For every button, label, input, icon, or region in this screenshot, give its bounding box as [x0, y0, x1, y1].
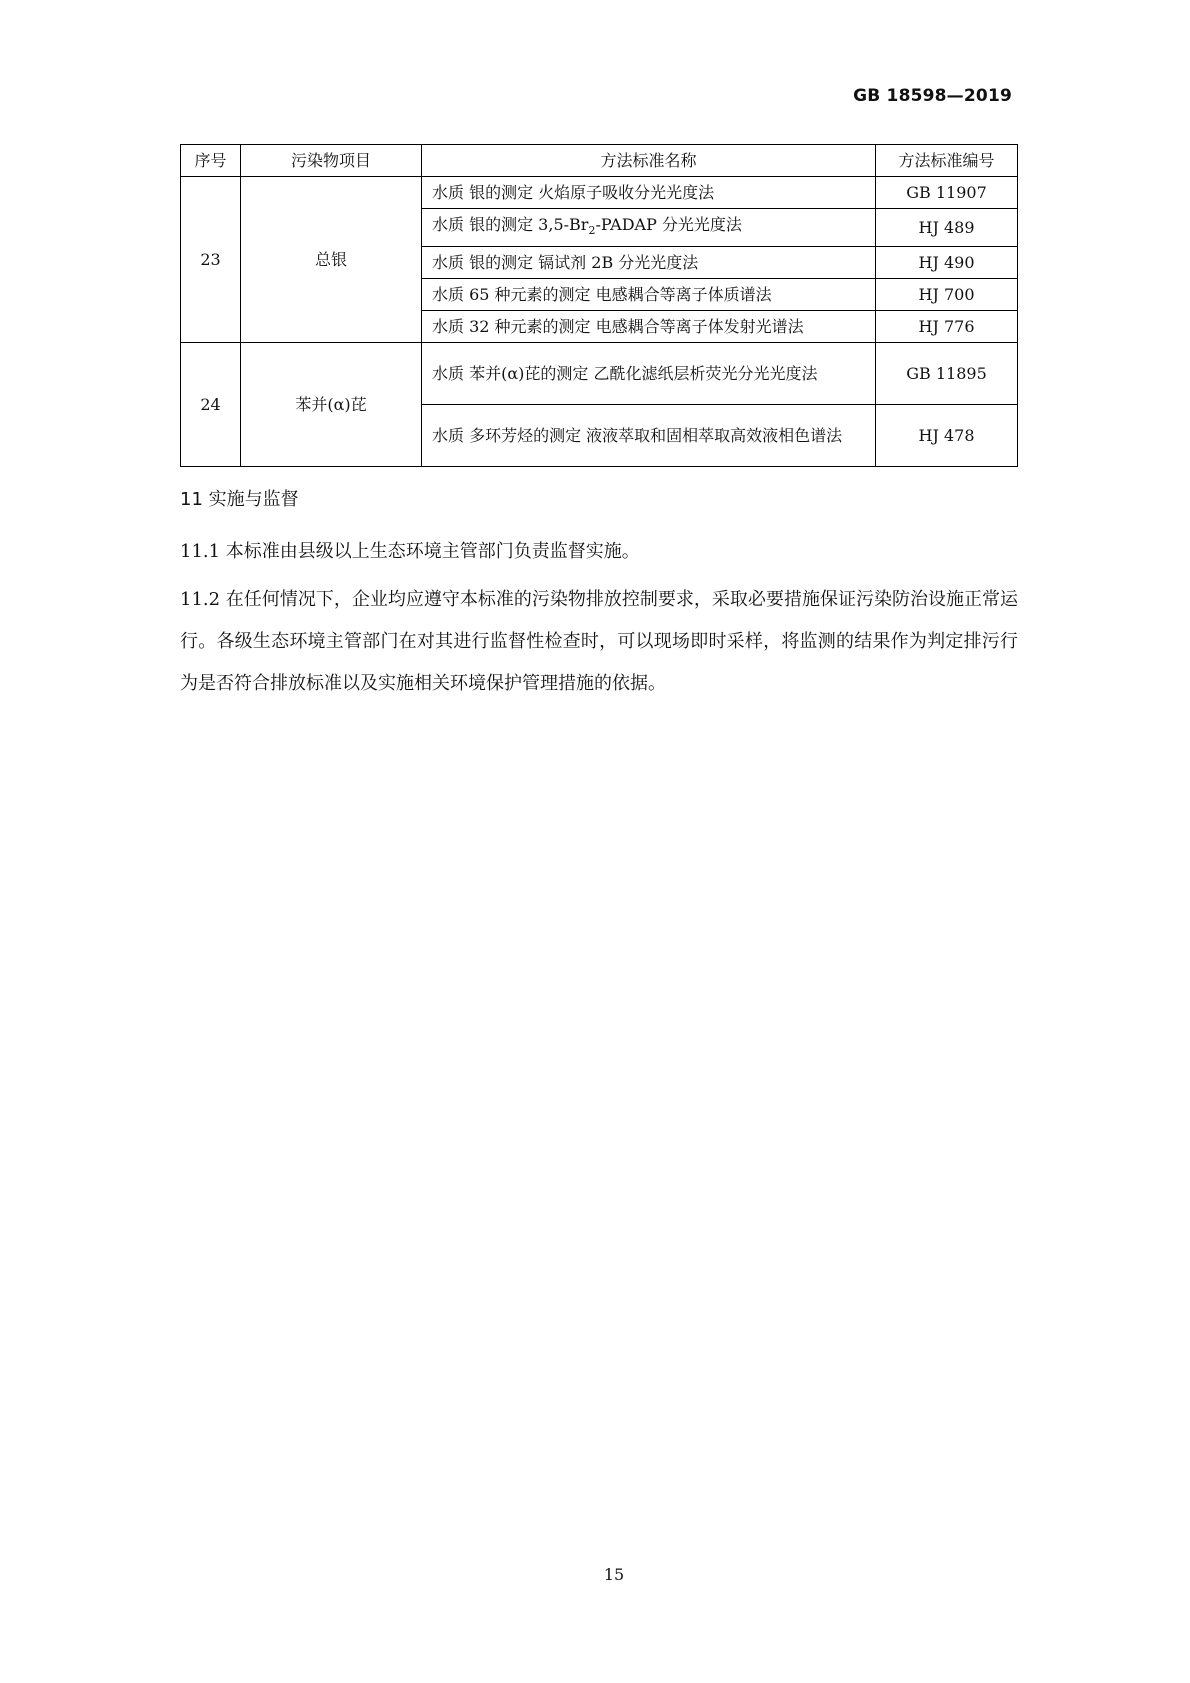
method-code: GB 11907	[876, 177, 1018, 209]
table-row	[181, 177, 1018, 209]
method-code: HJ 776	[876, 311, 1018, 343]
header-pollutant: 污染物项目	[241, 145, 422, 177]
section-title: 11 实施与监督	[180, 489, 299, 510]
paragraph-11-1: 11.1 本标准由县级以上生态环境主管部门负责监督实施。	[180, 541, 640, 562]
row-pollutant: 总银	[241, 177, 422, 343]
standard-code: GB 18598—2019	[853, 86, 1012, 106]
method-code: HJ 478	[876, 405, 1018, 467]
page-number: 15	[603, 1565, 625, 1584]
method-name: 水质 65 种元素的测定 电感耦合等离子体质谱法	[422, 279, 876, 311]
method-name-part: 水质 银的测定 3,5-Br	[432, 215, 589, 234]
row-pollutant: 苯并(α)芘	[241, 343, 422, 467]
header-method-code: 方法标准编号	[876, 145, 1018, 177]
method-name: 水质 银的测定 火焰原子吸收分光光度法	[422, 177, 876, 209]
method-name: 水质 多环芳烃的测定 液液萃取和固相萃取高效液相色谱法	[422, 405, 876, 467]
method-name: 水质 苯并(α)芘的测定 乙酰化滤纸层析荧光分光光度法	[422, 343, 876, 405]
method-code: GB 11895	[876, 343, 1018, 405]
header-no: 序号	[181, 145, 241, 177]
methods-table	[180, 144, 1018, 467]
header-method-name: 方法标准名称	[422, 145, 876, 177]
method-name-part: -PADAP 分光光度法	[595, 215, 742, 234]
paragraph-11-2: 11.2 在任何情况下，企业均应遵守本标准的污染物排放控制要求，采取必要措施保证污染防治设施正常运行。各级生态环境主管部门在对其进行监督性检查时，可以现场即时采样，将监测的结果作为判定排污行为是否符合排放标准以及实施相关环境保护管理措施的依据。	[180, 589, 1018, 694]
table-row	[181, 343, 1018, 405]
row-no: 24	[181, 343, 241, 467]
method-code: HJ 700	[876, 279, 1018, 311]
table-header-row	[181, 145, 1018, 177]
subscript-2: 2	[588, 224, 596, 238]
row-no: 23	[181, 177, 241, 343]
method-name	[422, 209, 876, 247]
method-name: 水质 银的测定 镉试剂 2B 分光光度法	[422, 247, 876, 279]
method-code: HJ 489	[876, 209, 1018, 247]
method-name: 水质 32 种元素的测定 电感耦合等离子体发射光谱法	[422, 311, 876, 343]
method-code: HJ 490	[876, 247, 1018, 279]
